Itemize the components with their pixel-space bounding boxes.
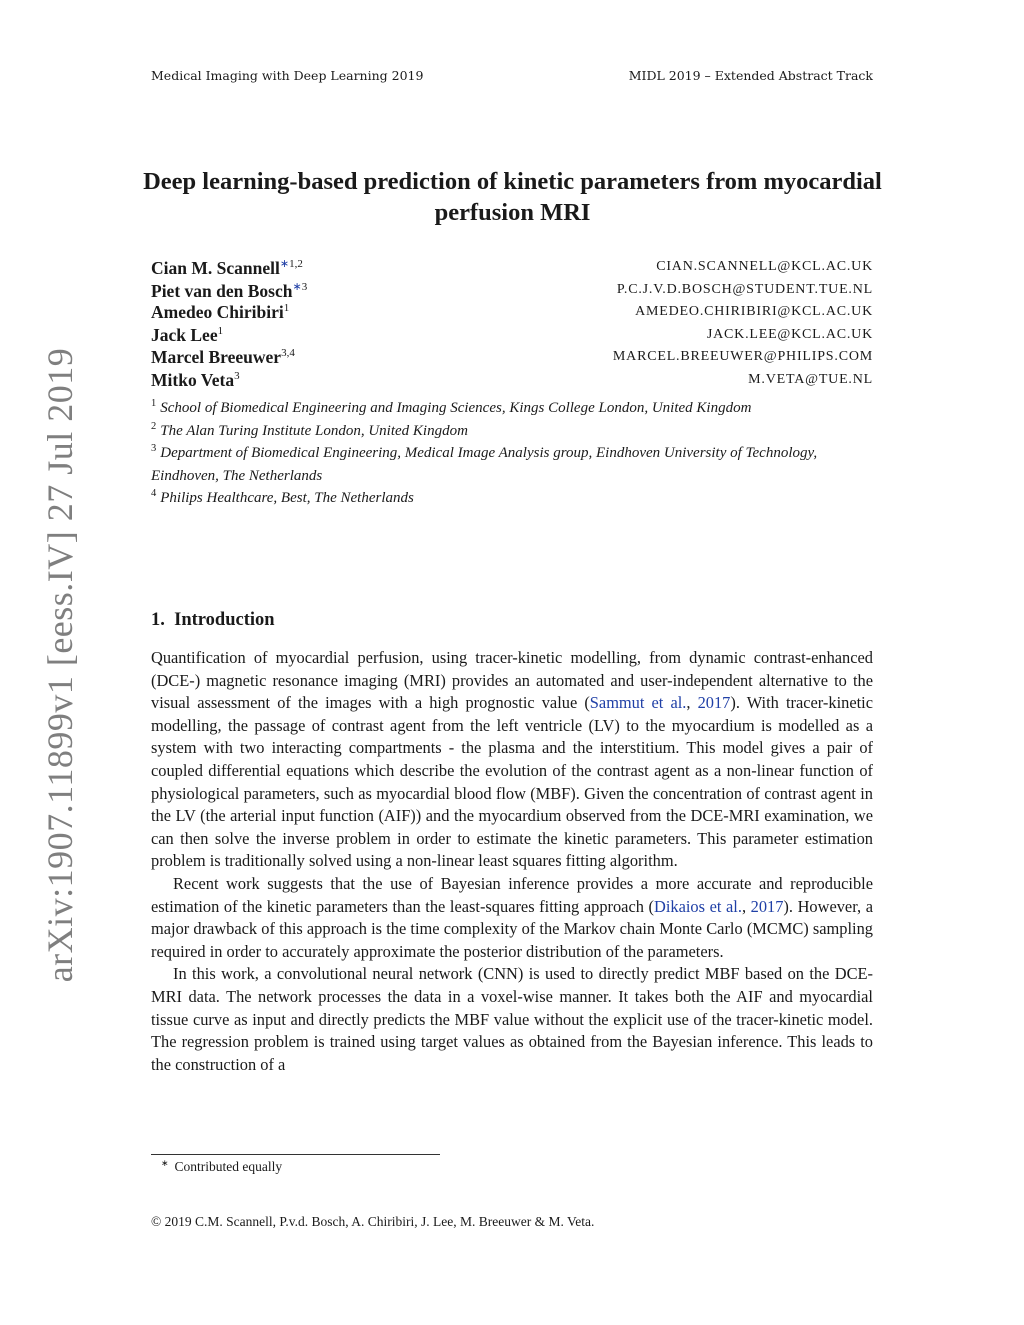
paper-title: Deep learning-based prediction of kinetic parameters from myocardial perfusion MRI: [143, 168, 882, 226]
author-row: [151, 257, 873, 279]
running-header-left: Medical Imaging with Deep Learning 2019: [151, 68, 424, 83]
author-row: [151, 280, 873, 302]
copyright-line: © 2019 C.M. Scannell, P.v.d. Bosch, A. Chiribiri, J. Lee, M. Breeuwer & M. Veta.: [151, 1214, 595, 1229]
author-row: [151, 325, 873, 347]
paragraph: In this work, a convolutional neural network (CNN) is used to directly predict MBF based on the DCE-MRI data. The network processes the data in a voxel-wise manner. It takes both the AIF and myocardial tissue curve as input and directly predicts the MBF value without the explicit use of the tracer-kinetic model. The regression problem is trained using target values as obtained from the Bayesian inference. This leads to the construction of a: [151, 964, 873, 1074]
affiliation: $^1$ School of Biomedical Engineering and Imaging Sciences, Kings College London, United Kingdom: [151, 398, 752, 416]
author-email[interactable]: M.VETA@TUE.NL: [748, 372, 873, 387]
body-text: [151, 647, 873, 1076]
author-name: Marcel Breeuwer$^{3,4}$: [151, 347, 295, 367]
author-row: [151, 347, 873, 369]
author-email[interactable]: MARCEL.BREEUWER@PHILIPS.COM: [612, 349, 873, 364]
citation-year-link[interactable]: 2017: [750, 896, 784, 916]
arxiv-stamp-text: arXiv:1907.11899v1 [eess.IV] 27 Jul 2019: [40, 347, 80, 983]
author-email[interactable]: CIAN.SCANNELL@KCL.AC.UK: [656, 259, 873, 274]
author-email[interactable]: AMEDEO.CHIRIBIRI@KCL.AC.UK: [635, 304, 873, 319]
section-heading: 1. Introduction: [151, 610, 275, 630]
paragraph: Quantification of myocardial perfusion, using tracer-kinetic modelling, from dynamic contrast-enhanced (DCE-) magnetic resonance imaging (MRI) provides an automated and user-independent alternative to the visual assessment of the images with a high prognostic value (Sammut et al., 2017). With tracer-kinetic modelling, the passage of contrast agent from the left ventricle (LV) to the myocardium is modelled as a system with two interacting compartments - the plasma and the interstitium. This model gives a pair of coupled differential equations which describe the evolution of the contrast agent as a non-linear function of physiological parameters, such as myocardial blood flow (MBF). Given the concentration of contrast agent in the LV (the arterial input function (AIF)) and the myocardium observed from the DCE-MRI examination, we can then solve the inverse problem in order to estimate the kinetic parameters. This parameter estimation problem is traditionally solved using a non-linear least squares fitting algorithm.: [151, 648, 873, 871]
author-name: Mitko Veta$^3$: [151, 370, 240, 390]
paragraph: Recent work suggests that the use of Bayesian inference provides a more accurate and reproducible estimation of the kinetic parameters than the least-squares fitting approach (Dikaios et al., 2017). However, a major drawback of this approach is the time complexity of the Markov chain Monte Carlo (MCMC) sampling required in order to accurately approximate the posterior distribution of the parameters.: [151, 873, 873, 961]
footnote-rule: [151, 1154, 440, 1155]
citation-link[interactable]: Sammut et al.: [589, 693, 687, 713]
citation-link[interactable]: Dikaios et al.: [653, 896, 742, 916]
author-name: Amedeo Chiribiri$^1$: [151, 302, 290, 322]
affiliation: $^4$ Philips Healthcare, Best, The Netherlands: [151, 488, 414, 506]
author-name: Jack Lee$^1$: [151, 325, 224, 345]
author-row: [151, 370, 873, 392]
citation-year-link[interactable]: 2017: [697, 693, 731, 713]
running-header-right: MIDL 2019 – Extended Abstract Track: [628, 68, 873, 83]
author-email[interactable]: P.C.J.V.D.BOSCH@STUDENT.TUE.NL: [616, 282, 873, 297]
affiliation: $^2$ The Alan Turing Institute London, United Kingdom: [151, 421, 468, 439]
author-name: Piet van den Bosch$^{∗3}$: [151, 281, 308, 301]
author-row: [151, 302, 873, 324]
author-name: Cian M. Scannell$^{∗1,2}$: [151, 258, 303, 278]
footnote: ∗ Contributed equally: [161, 1158, 283, 1174]
author-email[interactable]: JACK.LEE@KCL.AC.UK: [706, 327, 873, 342]
affiliation: $^3$ Department of Biomedical Engineering, Medical Image Analysis group, Eindhoven University of Technology, Eindhoven, The Netherlands: [151, 443, 818, 484]
